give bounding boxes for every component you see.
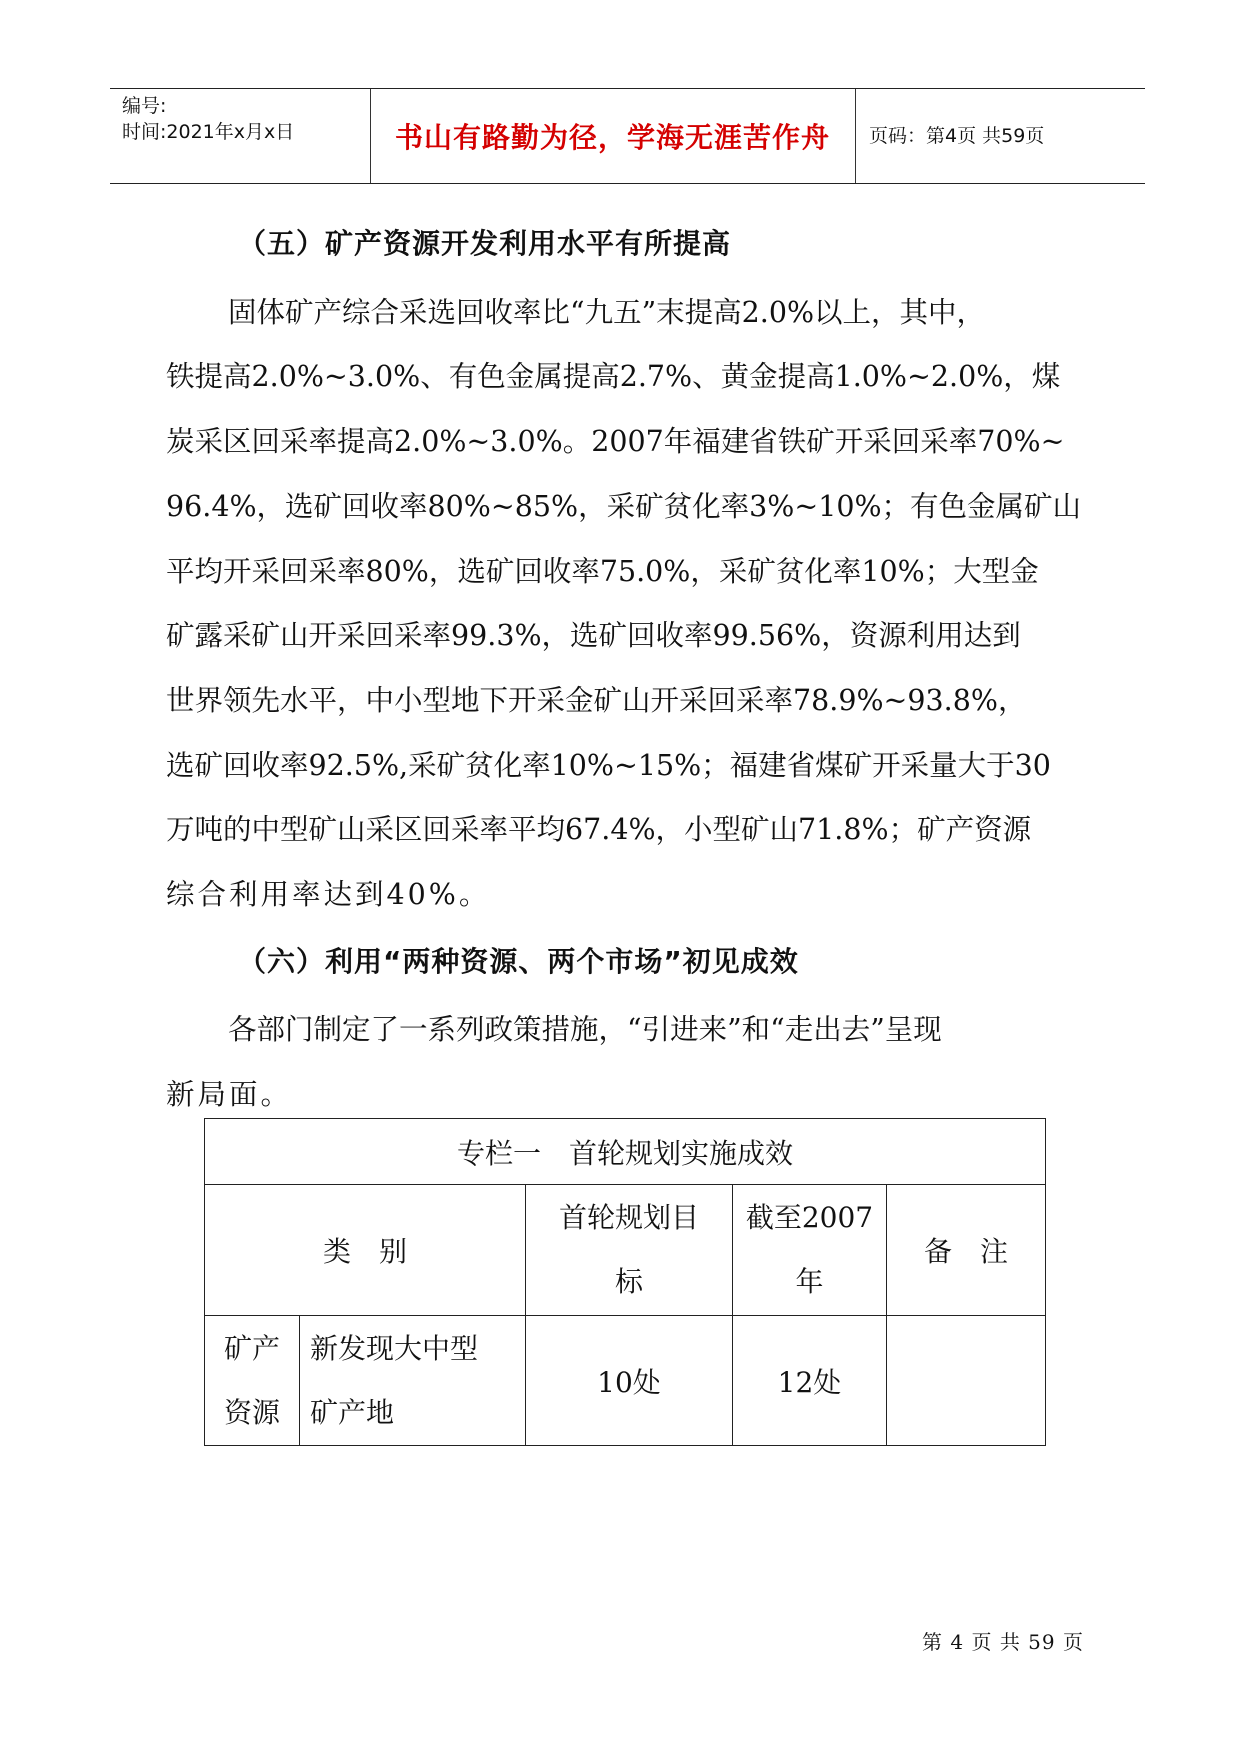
row-note [887, 1316, 1046, 1446]
row-2007: 12处 [733, 1316, 887, 1446]
page-footer: 第 4 页 共 59 页 [922, 1630, 1084, 1654]
paragraph-line: 平均开采回采率80%，选矿回收率75.0%，采矿贫化率10%；大型金 [166, 555, 1039, 588]
time-label: 时间:2021年x月x日 [122, 121, 295, 143]
section-six-heading: （六）利用“两种资源、两个市场”初见成效 [238, 945, 799, 978]
paragraph-line: 新局面。 [166, 1078, 293, 1111]
row-item: 新发现大中型 矿产地 [300, 1316, 526, 1446]
paragraph-line: 综合利用率达到40%。 [166, 878, 491, 911]
number-label: 编号: [122, 95, 167, 117]
paragraph-line: 96.4%，选矿回收率80%~85%，采矿贫化率3%~10%；有色金属矿山 [166, 490, 1082, 523]
paragraph-line: 各部门制定了一系列政策措施，“引进来”和“走出去”呈现 [228, 1013, 942, 1046]
paragraph-line: 万吨的中型矿山采区回采率平均67.4%，小型矿山71.8%；矿产资源 [166, 813, 1032, 846]
table-title: 专栏一 首轮规划实施成效 [205, 1119, 1046, 1185]
header-motto-cell [370, 89, 856, 183]
header-2007: 截至2007 年 [733, 1185, 887, 1316]
paragraph-line: 固体矿产综合采选回收率比“九五”末提高2.0%以上，其中， [228, 296, 986, 329]
row-category: 矿产 资源 [205, 1316, 300, 1446]
table-row [205, 1316, 1046, 1446]
page-header [110, 88, 1145, 184]
header-page-cell [855, 89, 1145, 183]
header-note: 备 注 [887, 1185, 1046, 1316]
paragraph-line: 世界领先水平，中小型地下开采金矿山开采回采率78.9%~93.8%， [166, 684, 1027, 717]
header-left-cell [110, 89, 371, 183]
motto-text: 书山有路勤为径，学海无涯苦作舟 [394, 121, 830, 154]
header-category: 类 别 [205, 1185, 526, 1316]
achievement-table [204, 1118, 1046, 1446]
header-target: 首轮规划目 标 [526, 1185, 733, 1316]
paragraph-line: 炭采区回采率提高2.0%~3.0%。2007年福建省铁矿开采回采率70%~ [166, 425, 1065, 458]
paragraph-line: 矿露采矿山开采回采率99.3%，选矿回收率99.56%，资源利用达到 [166, 619, 1021, 652]
paragraph-line: 选矿回收率92.5%,采矿贫化率10%~15%；福建省煤矿开采量大于30 [166, 749, 1051, 782]
header-page-info: 页码：第4页 共59页 [869, 125, 1045, 147]
paragraph-line: 铁提高2.0%~3.0%、有色金属提高2.7%、黄金提高1.0%~2.0%，煤 [166, 360, 1061, 393]
row-target: 10处 [526, 1316, 733, 1446]
section-five-heading: （五）矿产资源开发利用水平有所提高 [238, 227, 732, 260]
